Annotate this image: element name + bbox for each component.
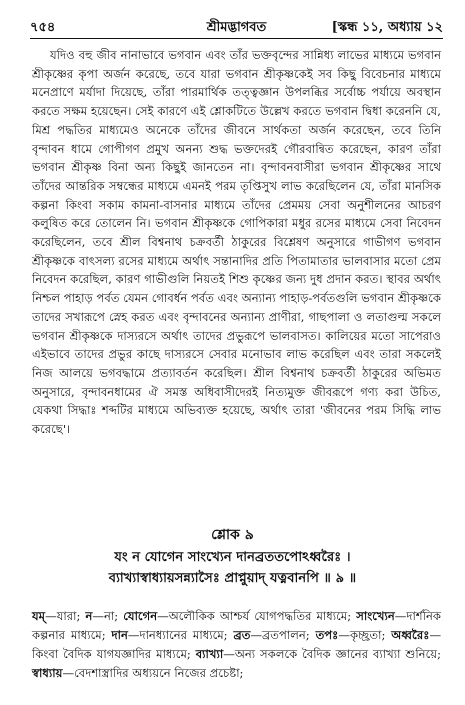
synonym-word: ব্যাখ্যা xyxy=(195,647,224,661)
synonym-meaning: কৃচ্ছ্রতা; xyxy=(349,628,386,642)
synonym-meaning: যারা; xyxy=(56,609,81,623)
synonym-word: ন xyxy=(85,609,93,623)
synonym-meaning: কিংবা বৈদিক যাগযজ্ঞাদির মাধ্যমে; xyxy=(32,647,191,661)
header-divider xyxy=(30,38,443,39)
verse-line: যং ন যোগেন সাংখ্যেন দানব্রততপোঽধ্বরৈঃ । xyxy=(114,550,351,565)
synonym-word: ব্রত xyxy=(233,628,251,642)
purport-section xyxy=(32,46,441,439)
sanskrit-verse xyxy=(20,547,445,589)
synonym-word: সাংখ্যেন xyxy=(356,609,395,623)
synonym-word: দান xyxy=(111,628,128,642)
word-meanings xyxy=(32,607,441,683)
chapter-reference: [স্কন্ধ ১১, অধ্যায় ১২ xyxy=(331,20,443,35)
synonym-meaning: দানধ্যানের মাধ্যমে; xyxy=(139,628,228,642)
purport-paragraph: যদিও বহু জীব নানাভাবে ভগবান এবং তাঁর ভক্তবৃন্দের সান্নিধ্য লাভের মাধ্যমে ভগবান শ্রীকৃষ্ণের কৃপা অর্জন করেছে, তবে যারা ভগবান শ্রীকৃষ্ণকেই সব কিছু বিবেচনার মাধ্যমে মনেপ্রাণে মর্যাদা দিয়েছে, তাঁরা পারমার্থিক তত্ত্বজ্ঞান উপলব্ধির সর্বোচ্চ পর্যায়ে অবস্থান করতে সক্ষম হয়েছেন। সেই কারণে এই শ্লোকটিতে উল্লেখ করতে ভগবান দ্বিধা করেননি যে, মিশ্র পদ্ধতির মাধ্যমেও অনেকে তাঁদের জীবনে সার্থকতা অর্জন করেছেন, তবে তিনি বৃন্দাবন ধামে গোপীগণ প্রমুখ অনন্য শুদ্ধ ভক্তদেরই গৌরবান্বিত করেছেন, কারণ তাঁরা ভগবান শ্রীকৃষ্ণ বিনা অন্য কিছুই জানতেন না। বৃন্দাবনবাসীরা ভগবান শ্রীকৃষ্ণের সাথে তাঁদের আন্তরিক সম্বন্ধের মাধ্যমে এমনই পরম তৃপ্তিসুখ লাভ করেছিলেন যে, তাঁরা মানসিক কল্পনা কিংবা সকাম কামনা-বাসনার মাধ্যমে তাঁদের প্রেমময় সেবা অনুশীলনের আচরণ কলুষিত করে তোলেন নি। ভগবান শ্রীকৃষ্ণকে গোপিকারা মধুর রসের মাধ্যমে সেবা নিবেদন করেছিলেন, তবে শ্রীল বিশ্বনাথ চক্রবর্তী ঠাকুরের বিশ্লেষণ অনুসারে গাভীগণ ভগবান শ্রীকৃষ্ণকে বাৎসল্য রসের মাধ্যমে অর্থাৎ সন্তানাদির প্রতি পিতামাতার ভালবাসার মতো প্রেম নিবেদন করেছিল, কারণ গাভীগুলি নিয়তই শিশু কৃষ্ণের জন্য দুধ প্রদান করত। স্থাবর অর্থাৎ নিশ্চল পাহাড় পর্বত যেমন গোবর্ধন পর্বত এবং অন্যান্য পাহাড়-পর্বতগুলি ভগবান শ্রীকৃষ্ণকে তাদের সখারূপে স্নেহ করত এবং বৃন্দাবনের অন্যান্য প্রাণীরা, গাছপালা ও লতাগুল্ম সকলে ভগবান শ্রীকৃষ্ণকে দাস্যরসে অর্থাৎ তাদের প্রভুরূপে ভালবাসত। কালিয়ের মতো সাপেরাও এইভাবে তাদের প্রভুর কাছে দাস্যরসে সেবার মনোভাব লাভ করেছিল এবং তারা সকলেই নিজ আলয়ে ভগবদ্ধামে প্রত্যাবর্তন করেছিল। শ্রীল বিশ্বনাথ চক্রবর্তী ঠাকুরের অভিমত অনুসারে, বৃন্দাবনধামের ঐ সমস্ত অধিবাসীদেরই নিত্যমুক্ত জীবরূপে গণ্য করা উচিত, যেকথা সিদ্ধাঃ শব্দটির মাধ্যমে অভিব্যক্ত হয়েছে, অর্থাৎ তারা 'জীবনের পরম সিদ্ধি লাভ করেছে'। xyxy=(32,48,441,437)
synonym-meaning: ব্রতপালন; xyxy=(262,628,310,642)
word-meanings-paragraph: যম্—যারা; ন—না; যোগেন—অলৌকিক আশ্চর্য যোগপদ্ধতির মাধ্যমে; সাংখ্যেন—দার্শনিক কল্পনার মাধ্যমে; দান—দানধ্যানের মাধ্যমে; ব্রত—ব্রতপালন; তপঃ—কৃচ্ছ্রতা; অধ্বরৈঃ—কিংবা বৈদিক যাগযজ্ঞাদির মাধ্যমে; ব্যাখ্যা—অন্য সকলকে বৈদিক জ্ঞানের ব্যাখ্যা শুনিয়ে; স্বাধ্যায়—বেদশাস্ত্রাদির অধ্যয়নে নিজের প্রচেষ্টা; xyxy=(32,609,442,680)
synonym-meaning: দার্শনিক কল্পনার মাধ্যমে; xyxy=(32,609,442,642)
synonym-meaning: অলৌকিক আশ্চর্য যোগপদ্ধতির মাধ্যমে; xyxy=(168,609,352,623)
synonym-meaning: না; xyxy=(103,609,119,623)
synonym-meaning: বেদশাস্ত্রাদির অধ্যয়নে নিজের প্রচেষ্টা; xyxy=(74,666,244,680)
synonym-word: যম্ xyxy=(32,609,46,623)
synonym-word: অধ্বরৈঃ xyxy=(391,628,430,642)
synonym-word: স্বাধ্যায় xyxy=(32,666,63,680)
page-number: ৭৫৪ xyxy=(30,20,56,35)
book-title: শ্রীমদ্ভাগবত xyxy=(206,20,267,35)
shloka-heading: শ্লোক ৯ xyxy=(211,527,254,543)
synonym-word: তপঃ xyxy=(315,628,339,642)
page-header xyxy=(30,16,443,38)
synonym-meaning: অন্য সকলকে বৈদিক জ্ঞানের ব্যাখ্যা শুনিয়ে; xyxy=(234,647,441,661)
synonym-word: যোগেন xyxy=(123,609,158,623)
verse-line: ব্যাখ্যাস্বাধ্যায়সন্ন্যাসৈঃ প্রাপ্নুয়াদ্ যত্নবানপি ॥ ৯ ॥ xyxy=(108,571,357,586)
